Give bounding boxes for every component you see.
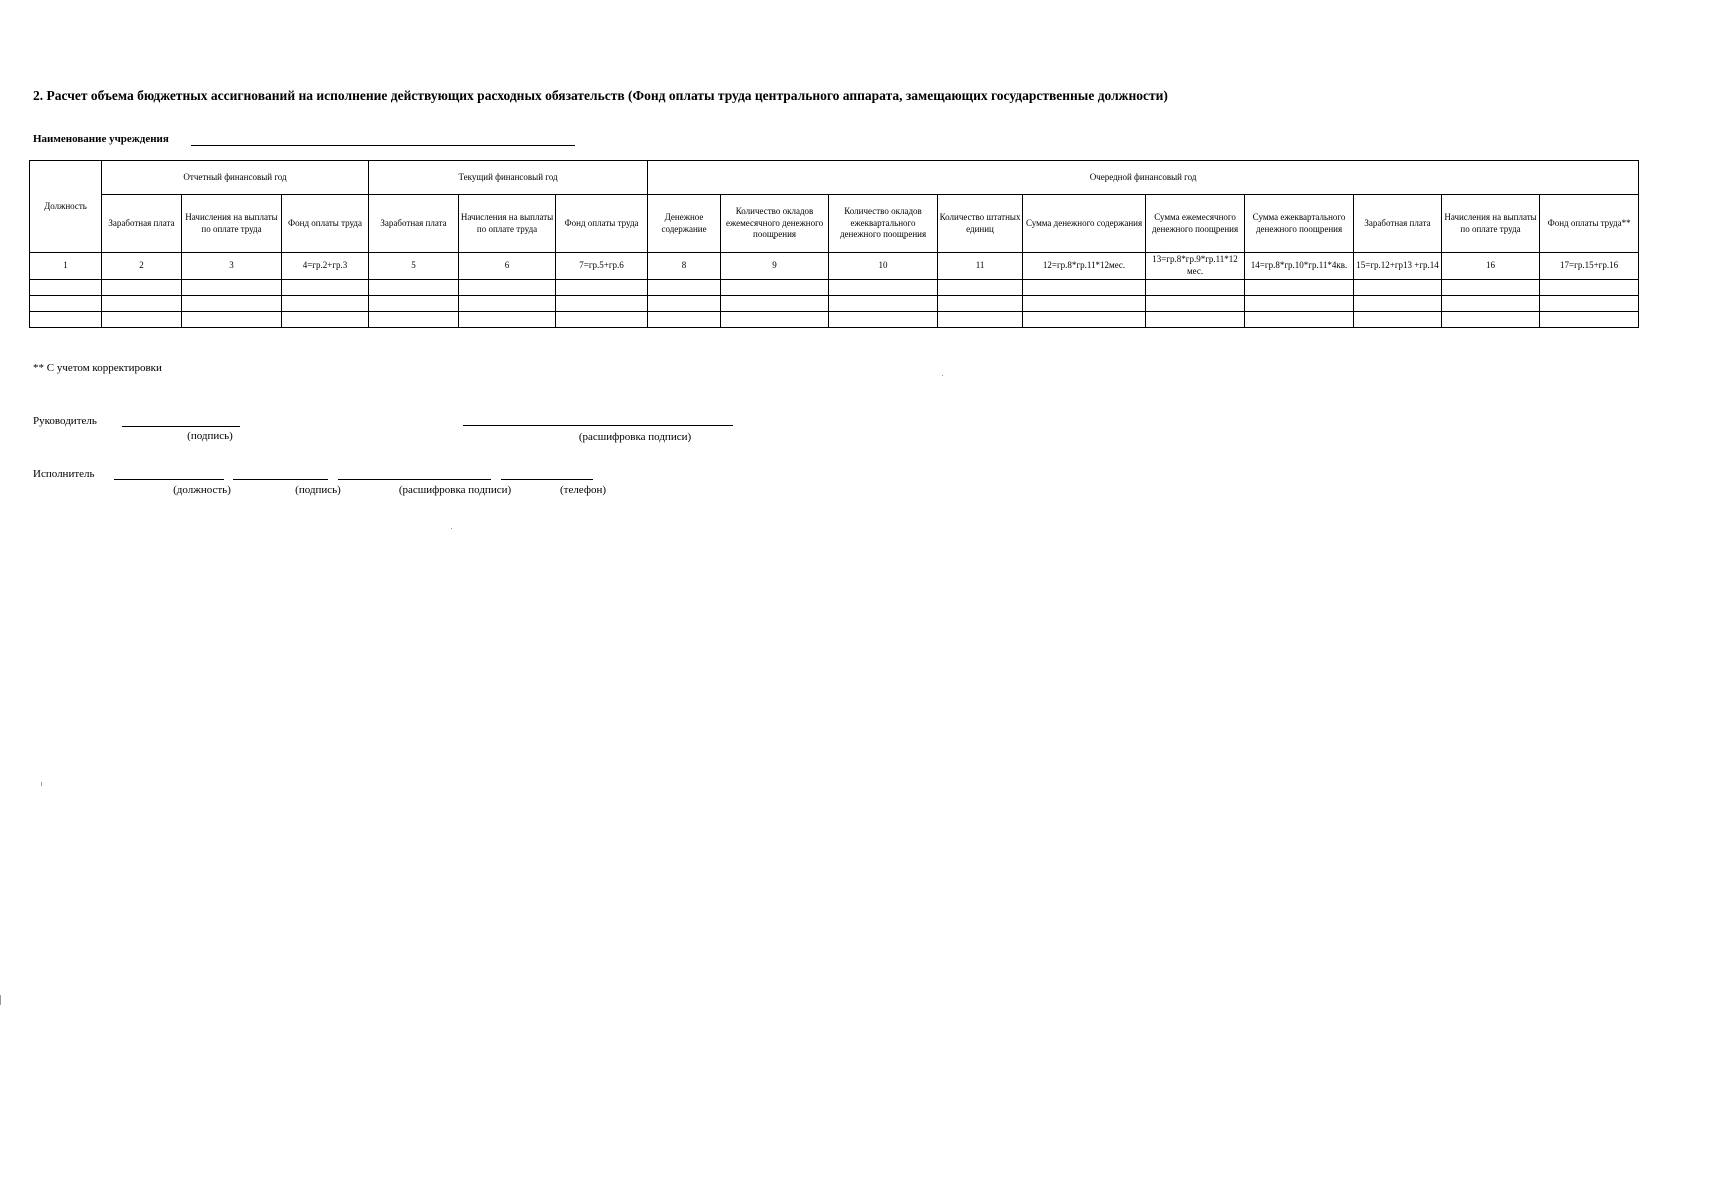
budget-calculation-table <box>29 160 1639 328</box>
table-cell[interactable] <box>556 312 648 328</box>
column-number: 11 <box>938 253 1023 280</box>
column-number: 12=гр.8*гр.11*12мес. <box>1023 253 1146 280</box>
table-cell[interactable] <box>102 312 182 328</box>
table-cell[interactable] <box>1245 296 1354 312</box>
table-cell[interactable] <box>459 280 556 296</box>
table-cell[interactable] <box>1442 296 1540 312</box>
table-cell[interactable] <box>282 280 369 296</box>
head-label: Руководитель <box>33 415 97 427</box>
group-header-current-year: Текущий финансовый год <box>369 161 648 195</box>
table-row-empty <box>30 280 1639 296</box>
table-cell[interactable] <box>721 296 829 312</box>
column-header: Заработная плата <box>102 195 182 253</box>
column-header: Количество окладов ежемесячного денежного поощрения <box>721 195 829 253</box>
scan-speck <box>41 782 42 786</box>
executor-signature-caption: (подпись) <box>295 484 341 496</box>
executor-signature-line[interactable] <box>233 479 328 480</box>
table-cell[interactable] <box>1146 280 1245 296</box>
column-number: 4=гр.2+гр.3 <box>282 253 369 280</box>
table-cell[interactable] <box>1245 312 1354 328</box>
column-header: Фонд оплаты труда <box>556 195 648 253</box>
table-cell[interactable] <box>938 296 1023 312</box>
column-number: 6 <box>459 253 556 280</box>
executor-phone-line[interactable] <box>501 479 593 480</box>
table-cell[interactable] <box>829 312 938 328</box>
column-number: 16 <box>1442 253 1540 280</box>
column-number: 15=гр.12+гр13 +гр.14 <box>1354 253 1442 280</box>
table-cell[interactable] <box>1540 312 1639 328</box>
table-header-row-columns <box>30 195 1639 253</box>
column-number: 10 <box>829 253 938 280</box>
column-header: Начисления на выплаты по оплате труда <box>1442 195 1540 253</box>
table-cell[interactable] <box>938 312 1023 328</box>
column-header: Денежное содержание <box>648 195 721 253</box>
table-cell[interactable] <box>1442 312 1540 328</box>
table-cell[interactable] <box>721 312 829 328</box>
table-cell[interactable] <box>182 280 282 296</box>
column-number: 7=гр.5+гр.6 <box>556 253 648 280</box>
table-cell[interactable] <box>1146 312 1245 328</box>
executor-name-caption: (расшифровка подписи) <box>398 484 512 496</box>
table-cell[interactable] <box>369 280 459 296</box>
executor-label: Исполнитель <box>33 468 95 480</box>
scan-speck <box>451 528 452 529</box>
table-cell[interactable] <box>721 280 829 296</box>
column-number: 5 <box>369 253 459 280</box>
scan-speck <box>942 375 943 376</box>
footnote: ** С учетом корректировки <box>33 362 162 374</box>
column-number: 13=гр.8*гр.9*гр.11*12 мес. <box>1146 253 1245 280</box>
head-signature-line[interactable] <box>122 426 240 427</box>
table-cell[interactable] <box>1354 280 1442 296</box>
column-header: Сумма денежного содержания <box>1023 195 1146 253</box>
column-header: Заработная плата <box>369 195 459 253</box>
table-header-row-groups <box>30 161 1639 195</box>
column-number: 9 <box>721 253 829 280</box>
table-cell[interactable] <box>1540 296 1639 312</box>
column-header: Количество окладов ежеквартального денежного поощрения <box>829 195 938 253</box>
table-cell[interactable] <box>1540 280 1639 296</box>
table-cell[interactable] <box>30 296 102 312</box>
table-cell[interactable] <box>1023 280 1146 296</box>
column-header: Сумма ежеквартального денежного поощрения <box>1245 195 1354 253</box>
institution-field-line[interactable] <box>191 145 575 146</box>
column-header: Сумма ежемесячного денежного поощрения <box>1146 195 1245 253</box>
table-cell[interactable] <box>30 280 102 296</box>
column-number: 8 <box>648 253 721 280</box>
table-cell[interactable] <box>556 296 648 312</box>
table-row-empty <box>30 312 1639 328</box>
table-cell[interactable] <box>648 280 721 296</box>
table-cell[interactable] <box>556 280 648 296</box>
table-cell[interactable] <box>1146 296 1245 312</box>
column-number: 14=гр.8*гр.10*гр.11*4кв. <box>1245 253 1354 280</box>
column-header: Заработная плата <box>1354 195 1442 253</box>
table-cell[interactable] <box>1442 280 1540 296</box>
column-header: Количество штатных единиц <box>938 195 1023 253</box>
table-cell[interactable] <box>829 280 938 296</box>
table-cell[interactable] <box>369 312 459 328</box>
executor-position-caption: (должность) <box>173 484 231 496</box>
table-cell[interactable] <box>459 312 556 328</box>
column-header: Фонд оплаты труда <box>282 195 369 253</box>
table-cell[interactable] <box>1023 296 1146 312</box>
table-cell[interactable] <box>102 280 182 296</box>
head-name-caption: (расшифровка подписи) <box>578 431 692 443</box>
column-header: Начисления на выплаты по оплате труда <box>182 195 282 253</box>
group-header-next-year: Очередной финансовый год <box>648 161 1639 195</box>
table-cell[interactable] <box>829 296 938 312</box>
group-header-reporting-year: Отчетный финансовый год <box>102 161 369 195</box>
institution-label: Наименование учреждения <box>33 133 169 145</box>
table-row-empty <box>30 296 1639 312</box>
column-header-position: Должность <box>30 161 102 253</box>
table-cell[interactable] <box>648 296 721 312</box>
column-header: Начисления на выплаты по оплате труда <box>459 195 556 253</box>
table-cell[interactable] <box>1354 312 1442 328</box>
column-number: 3 <box>182 253 282 280</box>
table-cell[interactable] <box>30 312 102 328</box>
executor-position-line[interactable] <box>114 479 224 480</box>
table-cell[interactable] <box>182 296 282 312</box>
column-header: Фонд оплаты труда** <box>1540 195 1639 253</box>
table-cell[interactable] <box>459 296 556 312</box>
executor-name-line[interactable] <box>338 479 491 480</box>
table-cell[interactable] <box>1354 296 1442 312</box>
document-title: 2. Расчет объема бюджетных ассигнований на исполнение действующих расходных обязательств (Фонд оплаты труда центрального аппарата, замещающих государственные должности) <box>33 88 1168 103</box>
table-cell[interactable] <box>1245 280 1354 296</box>
table-cell[interactable] <box>648 312 721 328</box>
table-cell[interactable] <box>938 280 1023 296</box>
head-name-line[interactable] <box>463 425 733 426</box>
executor-phone-caption: (телефон) <box>559 484 607 496</box>
head-signature-caption: (подпись) <box>187 430 233 442</box>
table-cell[interactable] <box>182 312 282 328</box>
column-number-row <box>30 253 1639 280</box>
table-cell[interactable] <box>1023 312 1146 328</box>
column-number: 1 <box>30 253 102 280</box>
column-number: 17=гр.15+гр.16 <box>1540 253 1639 280</box>
table-cell[interactable] <box>282 312 369 328</box>
scan-speck <box>0 995 1 1005</box>
table-cell[interactable] <box>282 296 369 312</box>
table-cell[interactable] <box>102 296 182 312</box>
column-number: 2 <box>102 253 182 280</box>
table-cell[interactable] <box>369 296 459 312</box>
